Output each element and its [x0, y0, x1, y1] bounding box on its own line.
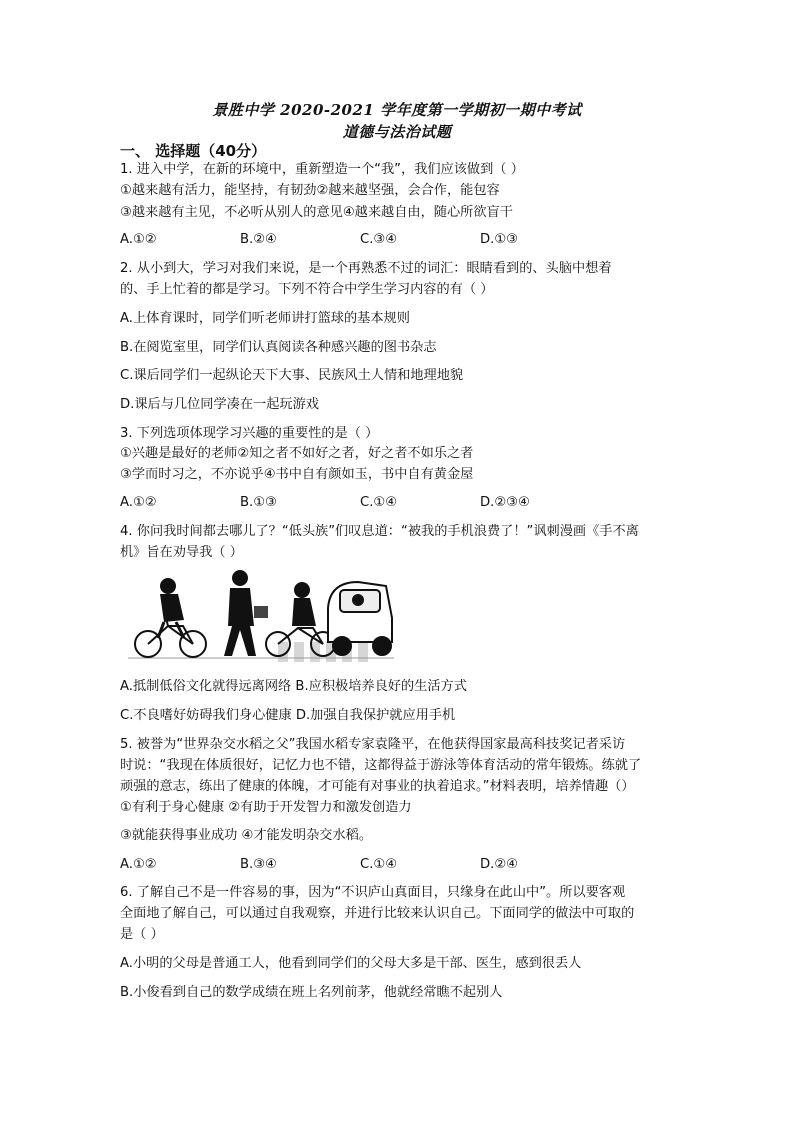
q3-option-b: B.①③ [240, 495, 277, 510]
q4-options-ab: A.抵制低俗文化就得远离网络 B.应积极培养良好的生活方式 [120, 679, 467, 694]
exam-subtitle: 道德与法治试题 [342, 123, 452, 141]
exam-title: 景胜中学 2020-2021 学年度第一学期初一期中考试 [212, 101, 582, 119]
q2-option-a: A.上体育课时，同学们听老师讲打篮球的基本规则 [120, 311, 410, 326]
q2-stem-1: 2. 从小到大，学习对我们来说，是一个再熟悉不过的词汇：眼睛看到的、头脑中想着 [120, 261, 612, 276]
q1-statements-1: ①越来越有活力，能坚持，有韧劲②越来越坚强，会合作，能包容 [120, 183, 500, 198]
q6-stem-1: 6. 了解自己不是一件容易的事，因为“不识庐山真面目，只缘身在此山中”。所以要客观 [120, 885, 626, 900]
q3-option-d: D.②③④ [480, 495, 530, 510]
q3-option-a: A.①② [120, 495, 157, 510]
q6-option-b: B.小俊看到自己的数学成绩在班上名列前茅，他就经常瞧不起别人 [120, 985, 503, 1000]
q1-statements-2: ③越来越有主见，不必听从别人的意见④越来越自由，随心所欲盲干 [120, 205, 513, 220]
q2-stem-2: 的、手上忙着的都是学习。下列不符合中学生学习内容的有（ ） [120, 282, 494, 297]
q5-stem-3: 顽强的意志，练出了健康的体魄，才可能有对事业的执着追求。”材料表明，培养情趣（） [120, 779, 635, 794]
q3-statements-1: ①兴趣是最好的老师②知之者不如好之者，好之者不如乐之者 [120, 446, 474, 461]
q3-statements-2: ③学而时习之，不亦说乎④书中自有颜如玉，书中自有黄金屋 [120, 467, 474, 482]
q5-stem-1: 5. 被誉为“世界杂交水稻之父”我国水稻专家袁隆平，在他获得国家最高科技奖记者采访 [120, 737, 626, 752]
q6-stem-3: 是（ ） [120, 927, 164, 942]
q5-option-c: C.①④ [360, 857, 398, 872]
q1-stem: 1. 进入中学，在新的环境中，重新塑造一个“我”，我们应该做到（ ） [120, 162, 524, 177]
q1-option-d: D.①③ [480, 232, 518, 247]
q1-option-a: A.①② [120, 232, 157, 247]
q1-option-b: B.②④ [240, 232, 277, 247]
q3-stem: 3. 下列选项体现学习兴趣的重要性的是（ ） [120, 426, 379, 441]
q2-option-c: C.课后同学们一起纵论天下大事、民族风土人情和地理地貌 [120, 368, 464, 383]
q5-option-a: A.①② [120, 857, 157, 872]
q2-option-d: D.课后与几位同学凑在一起玩游戏 [120, 397, 319, 412]
section-heading: 一、 选择题（40分） [120, 142, 267, 160]
q5-statements-1: ①有利于身心健康 ②有助于开发智力和激发创造力 [120, 800, 412, 815]
q3-option-c: C.①④ [360, 495, 398, 510]
q5-option-d: D.②④ [480, 857, 518, 872]
q1-option-c: C.③④ [360, 232, 398, 247]
q6-option-a: A.小明的父母是普通工人，他看到同学们的父母大多是干部、医生，感到很丢人 [120, 956, 582, 971]
q5-stem-2: 时说：“我现在体质很好，记忆力也不错，这都得益于游泳等体育活动的常年锻炼。练就了 [120, 758, 642, 773]
q4-options-cd: C.不良嗜好妨碍我们身心健康 D.加强自我保护就应用手机 [120, 708, 456, 723]
q5-option-b: B.③④ [240, 857, 277, 872]
q5-statements-2: ③就能获得事业成功 ④才能发明杂交水稻。 [120, 828, 373, 843]
q4-stem-1: 4. 你问我时间都去哪儿了？“低头族”们叹息道：“被我的手机浪费了！”讽刺漫画《手不离 [120, 524, 639, 539]
q6-stem-2: 全面地了解自己，可以通过自我观察，并进行比较来认识自己。下面同学的做法中可取的 [120, 906, 635, 921]
phone-addiction-cartoon [128, 568, 394, 662]
q2-option-b: B.在阅览室里，同学们认真阅读各种感兴趣的图书杂志 [120, 340, 437, 355]
q4-stem-2: 机》旨在劝导我（ ） [120, 545, 243, 560]
